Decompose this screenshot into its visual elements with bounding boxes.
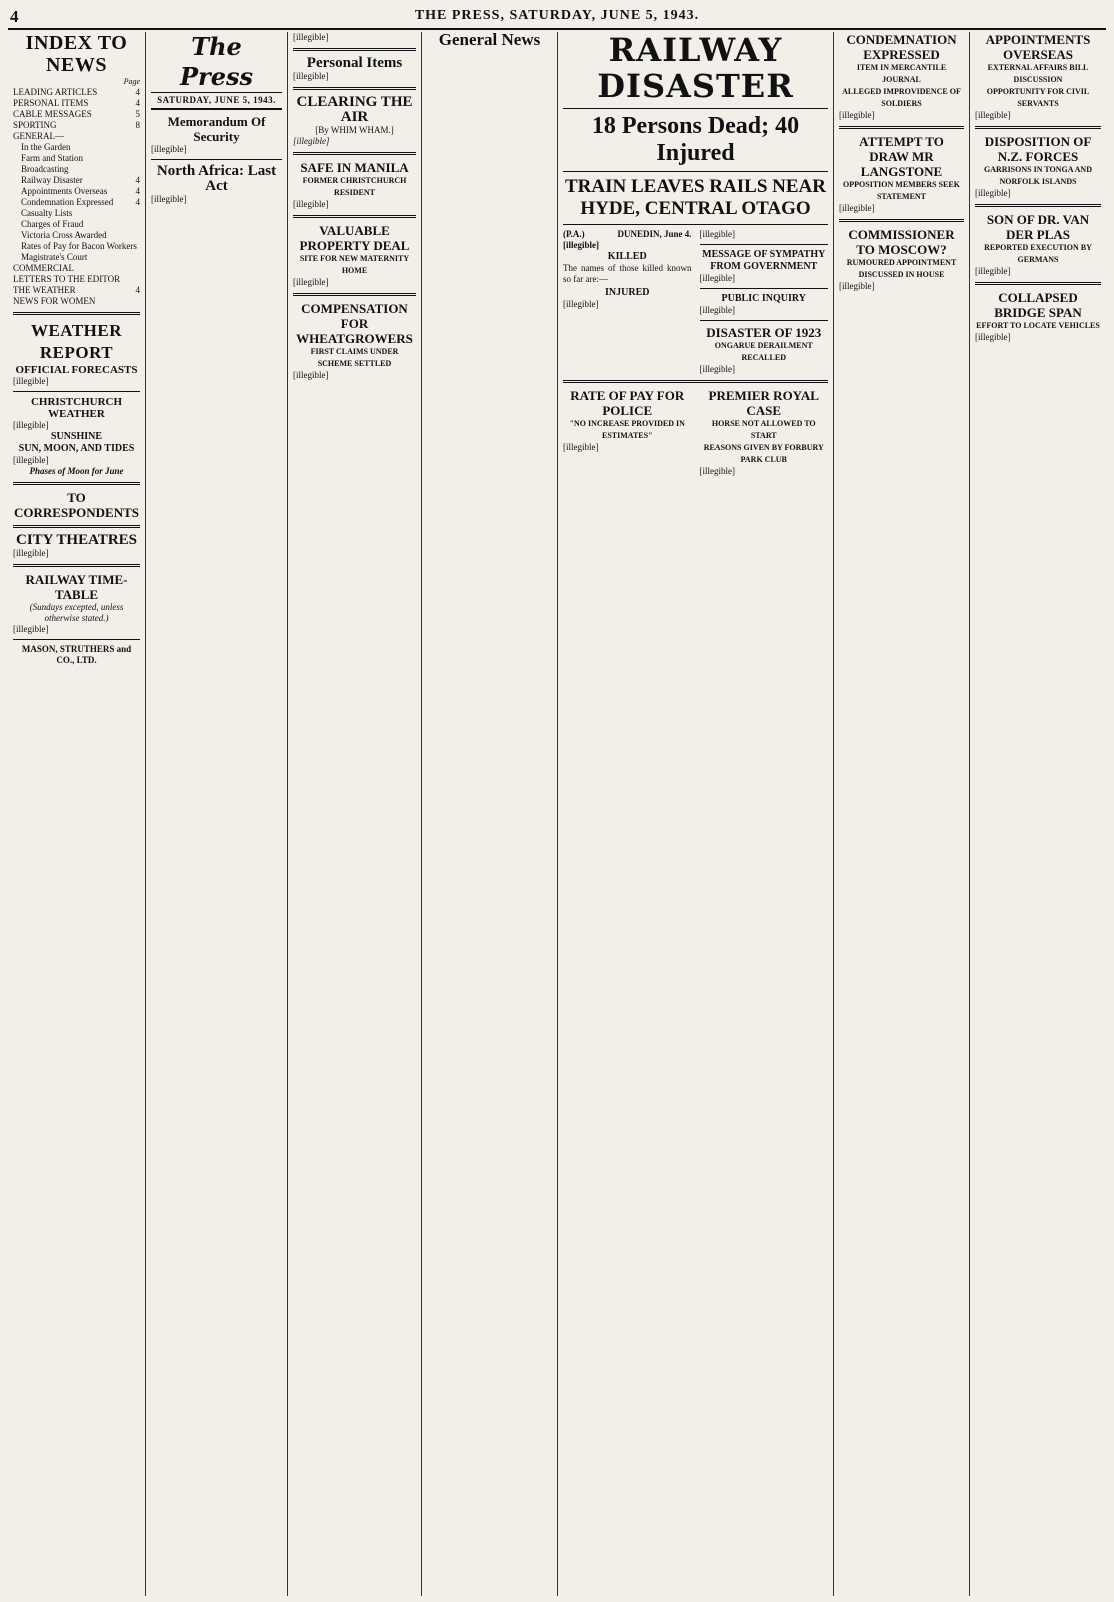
index-row (13, 296, 140, 307)
running-head (8, 6, 1106, 30)
commissioner-title: COMMISSIONER TO MOSCOW? (848, 227, 955, 257)
bridge-sub: EFFORT TO LOCATE VEHICLES (976, 321, 1100, 330)
column-3 (288, 32, 422, 1596)
column-7 (834, 32, 970, 1596)
index-row (13, 197, 140, 208)
langstone-sub: OPPOSITION MEMBERS SEEK STATEMENT (843, 180, 960, 201)
lead-dateline: DUNEDIN, June 4. (617, 229, 692, 239)
index-row (13, 252, 140, 263)
railway-timetable-title: RAILWAY TIME-TABLE (25, 572, 128, 602)
index-page: 4 (135, 186, 140, 196)
disposition-sub: GARRISONS IN TONGA AND NORFOLK ISLANDS (984, 165, 1092, 186)
editorial-continuation: [illegible] (293, 32, 329, 42)
index-page: 4 (135, 197, 140, 207)
index-row (13, 131, 140, 142)
columns (8, 32, 1106, 1596)
disaster-1923-sub: ONGARUE DERAILMENT RECALLED (714, 341, 813, 362)
index-page: 4 (135, 87, 140, 97)
phases-title: Phases of Moon for June (29, 466, 124, 476)
lead-sub2: TRAIN LEAVES RAILS NEAR HYDE, CENTRAL OTAGO (565, 176, 826, 219)
column-2 (146, 32, 288, 1596)
theatres-body: [illegible] (13, 548, 49, 558)
index-label: PERSONAL ITEMS (13, 98, 89, 108)
personal-title: Personal Items (306, 55, 403, 71)
compensation-title: COMPENSATION FOR WHEATGROWERS (296, 301, 413, 346)
premier-royal-sub: HORSE NOT ALLOWED TO START (711, 419, 816, 440)
lead-title: RAILWAY DISASTER (597, 32, 794, 105)
compensation-body: [illegible] (293, 370, 329, 380)
sympathy-body: [illegible] (699, 273, 735, 283)
rate-pay-body: [illegible] (563, 442, 599, 452)
disposition-title: DISPOSITION OF N.Z. FORCES (984, 134, 1092, 164)
manila-body: [illegible] (293, 199, 329, 209)
index-label: GENERAL— (13, 131, 64, 141)
index-page: 8 (135, 120, 140, 130)
lead-story (558, 32, 834, 1596)
index-row (13, 120, 140, 131)
index-row (13, 98, 140, 109)
index-row (13, 164, 140, 175)
lead-intro: [illegible] (563, 240, 599, 250)
index-row (13, 153, 140, 164)
rate-pay-sub: "NO INCREASE PROVIDED IN ESTIMATES" (569, 419, 685, 440)
condemnation-body: [illegible] (839, 110, 875, 120)
sun-moon-body: [illegible] (13, 455, 49, 465)
lead-body-continued: [illegible] (699, 229, 735, 239)
public-inquiry-body: [illegible] (699, 305, 735, 315)
index-page: 5 (135, 109, 140, 119)
column-1 (8, 32, 146, 1596)
theatres-title: CITY THEATRES (15, 532, 137, 548)
index-list (13, 87, 140, 307)
lead-sub1: 18 Persons Dead; 40 Injured (591, 113, 800, 166)
index-row (13, 285, 140, 296)
masthead-logo: The Press (151, 32, 282, 93)
langstone-title: ATTEMPT TO DRAW MR LANGSTONE (859, 134, 944, 179)
index-row (13, 186, 140, 197)
index-row (13, 219, 140, 230)
index-label: CABLE MESSAGES (13, 109, 92, 119)
index-label: Casualty Lists (21, 208, 73, 218)
index-label: In the Garden (21, 142, 71, 152)
index-label: Farm and Station (21, 153, 83, 163)
van-der-plas-title: SON OF DR. VAN DER PLAS (986, 212, 1090, 242)
langstone-body: [illegible] (839, 203, 875, 213)
lead-press-tag: (P.A.) (563, 229, 585, 239)
christchurch-weather-title: CHRISTCHURCH WEATHER (30, 396, 123, 420)
index-page: 4 (135, 175, 140, 185)
column-8 (970, 32, 1106, 1596)
north-africa-body: [illegible] (151, 194, 187, 204)
index-row (13, 230, 140, 241)
forecast-title: OFFICIAL FORECASTS (15, 364, 138, 376)
killed-title: KILLED (607, 251, 647, 262)
appointments-title: APPOINTMENTS OVERSEAS (985, 32, 1091, 62)
index-label: SPORTING (13, 120, 57, 130)
bridge-body: [illegible] (975, 332, 1011, 342)
index-row (13, 274, 140, 285)
condemnation-sub: ITEM IN MERCANTILE JOURNAL (856, 63, 947, 84)
index-row (13, 263, 140, 274)
valuable-sub: SITE FOR NEW MATERNITY HOME (299, 254, 410, 275)
commissioner-sub: RUMOURED APPOINTMENT DISCUSSED IN HOUSE (846, 258, 957, 279)
personal-body: [illegible] (293, 71, 329, 81)
appointments-sub: EXTERNAL AFFAIRS BILL DISCUSSION (987, 63, 1089, 84)
index-title: INDEX TO NEWS (25, 32, 128, 76)
index-label: Rates of Pay for Bacon Workers (21, 241, 137, 251)
index-label: Railway Disaster (21, 175, 83, 185)
index-label: Magistrate's Court (21, 252, 88, 262)
index-row (13, 87, 140, 98)
premier-royal-body: [illegible] (699, 466, 735, 476)
index-page: 4 (135, 285, 140, 295)
railway-timetable-sub: (Sundays excepted, unless otherwise stated.) (29, 602, 124, 623)
sunshine-title: SUNSHINE (50, 431, 103, 442)
index-page-label: Page (123, 77, 140, 86)
index-label: LEADING ARTICLES (13, 87, 98, 97)
weather-title: WEATHER REPORT (30, 321, 123, 362)
forecast-body: [illegible] (13, 376, 49, 386)
van-der-plas-body: [illegible] (975, 266, 1011, 276)
premier-royal-title: PREMIER ROYAL CASE (708, 388, 819, 418)
killed-intro: The names of those killed known so far are:— (563, 263, 692, 284)
clearing-body: [illegible] (293, 136, 330, 146)
premier-royal-sub2: REASONS GIVEN BY FORBURY PARK CLUB (703, 443, 824, 464)
general-news-title: General News (438, 32, 541, 49)
condemnation-sub2: ALLEGED IMPROVIDENCE OF SOLDIERS (842, 87, 961, 108)
index-row (13, 109, 140, 120)
correspondents-title: TO CORRESPONDENTS (14, 490, 139, 520)
public-inquiry-title: PUBLIC INQUIRY (721, 293, 806, 304)
index-label: Condemnation Expressed (21, 197, 114, 207)
appointments-body: [illegible] (975, 110, 1011, 120)
column-4 (422, 32, 558, 1596)
index-label: LETTERS TO THE EDITOR (13, 274, 121, 284)
index-label: THE WEATHER (13, 285, 76, 295)
appointments-sub2: OPPORTUNITY FOR CIVIL SERVANTS (986, 87, 1090, 108)
sun-moon-title: SUN, MOON, AND TIDES (18, 443, 135, 454)
index-label: NEWS FOR WOMEN (13, 296, 96, 306)
bridge-title: COLLAPSED BRIDGE SPAN (994, 290, 1082, 320)
injured-body: [illegible] (563, 299, 599, 309)
index-label: Charges of Fraud (21, 219, 84, 229)
sympathy-title: MESSAGE OF SYMPATHY FROM GOVERNMENT (702, 249, 826, 272)
railway-timetable-body: [illegible] (13, 624, 49, 634)
north-africa-title: North Africa: Last Act (156, 163, 277, 194)
clearing-title: CLEARING THE AIR (296, 94, 413, 125)
disposition-body: [illegible] (975, 188, 1011, 198)
index-label: Broadcasting (21, 164, 69, 174)
advert-mason-struthers: MASON, STRUTHERS and CO., LTD. (21, 644, 132, 665)
masthead-dateline: SATURDAY, JUNE 5, 1943. (151, 93, 282, 110)
index-label: COMMERCIAL (13, 263, 75, 273)
index-label: Appointments Overseas (21, 186, 108, 196)
manila-sub: FORMER CHRISTCHURCH RESIDENT (302, 176, 407, 197)
index-row (13, 208, 140, 219)
commissioner-body: [illegible] (839, 281, 875, 291)
disaster-1923-title: DISASTER OF 1923 (706, 325, 822, 340)
index-label: Victoria Cross Awarded (21, 230, 107, 240)
index-row (13, 241, 140, 252)
disaster-1923-body: [illegible] (699, 364, 735, 374)
van-der-plas-sub: REPORTED EXECUTION BY GERMANS (984, 243, 1092, 264)
manila-title: SAFE IN MANILA (300, 160, 409, 175)
christchurch-weather-body: [illegible] (13, 420, 49, 430)
index-page: 4 (135, 98, 140, 108)
condemnation-title: CONDEMNATION EXPRESSED (846, 32, 957, 62)
index-row (13, 175, 140, 186)
page-number: 4 (10, 7, 19, 26)
clearing-byline: [By WHIM WHAM.] (315, 125, 394, 135)
injured-title: INJURED (605, 287, 650, 298)
editorial-title: Memorandum Of Security (167, 114, 266, 144)
rate-pay-title: RATE OF PAY FOR POLICE (570, 388, 685, 418)
index-row (13, 142, 140, 153)
newspaper-title-date: THE PRESS, SATURDAY, JUNE 5, 1943. (414, 8, 700, 23)
valuable-title: VALUABLE PROPERTY DEAL (299, 223, 410, 253)
valuable-body: [illegible] (293, 277, 329, 287)
editorial-body: [illegible] (151, 144, 187, 154)
compensation-sub: FIRST CLAIMS UNDER SCHEME SETTLED (310, 347, 399, 368)
